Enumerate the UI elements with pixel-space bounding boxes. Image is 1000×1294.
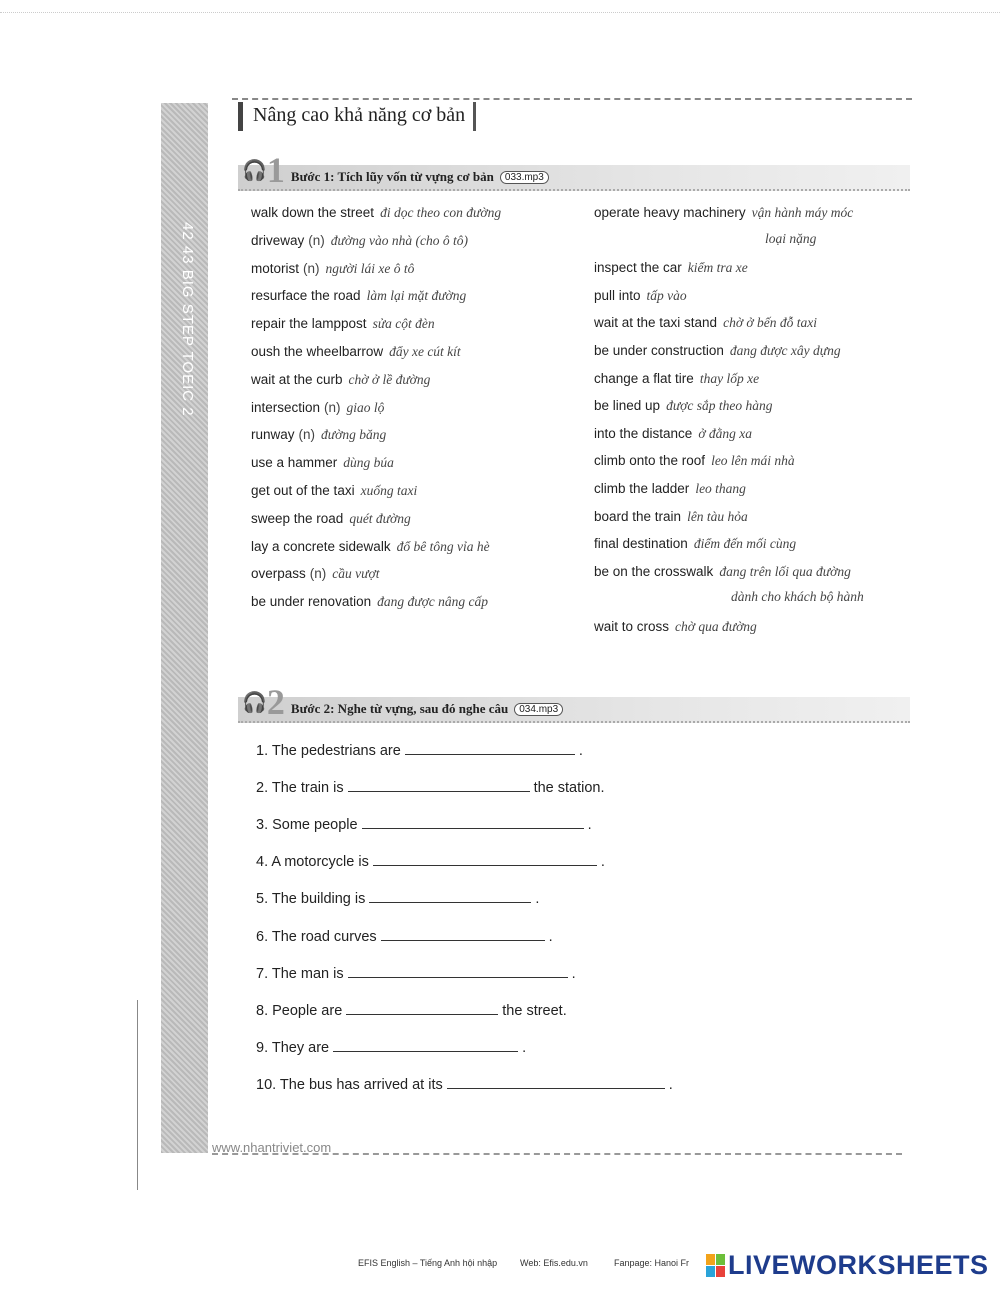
- vocab-translation: đường vào nhà (cho ô tô): [330, 232, 468, 248]
- vocab-term: board the train: [594, 508, 682, 524]
- vocab-term: change a flat tire: [594, 370, 694, 386]
- vocab-item: [594, 619, 757, 635]
- vocab-item: [594, 426, 752, 442]
- vocab-term: lay a concrete sidewalk: [251, 538, 391, 554]
- vocab-item: [594, 343, 841, 359]
- vocab-translation: kiểm tra xe: [687, 260, 748, 276]
- vocab-item: [251, 261, 414, 277]
- vocab-translation: được sắp theo hàng: [666, 398, 773, 414]
- vocab-translation-cont: dành cho khách bộ hành: [731, 589, 864, 605]
- vocab-term: wait to cross: [594, 619, 670, 634]
- vocab-term: be lined up: [594, 398, 661, 414]
- question-text: 3. Some people: [256, 817, 358, 834]
- vocab-translation: chờ ở bến đỗ taxi: [723, 315, 817, 331]
- vocab-translation: người lái xe ô tô: [325, 260, 415, 276]
- headphones-icon: 🎧: [242, 159, 267, 182]
- scan-edge-line: [137, 1000, 138, 1190]
- vocab-term: oush the wheelbarrow: [251, 344, 384, 359]
- step1-number: 1: [266, 150, 285, 190]
- vocab-pos: (n): [309, 566, 327, 582]
- question-item: [256, 1039, 526, 1056]
- answer-blank[interactable]: [405, 742, 575, 755]
- headphones-icon: 🎧: [242, 691, 267, 714]
- question-item: [256, 816, 592, 833]
- question-text: 2. The train is: [256, 780, 344, 797]
- question-text: 7. The man is: [256, 965, 344, 982]
- vocab-term: climb onto the roof: [594, 453, 706, 469]
- vocab-term: walk down the street: [251, 205, 375, 220]
- vocab-item: [594, 453, 795, 469]
- vocab-translation: đường băng: [321, 427, 387, 443]
- question-item: [256, 1076, 673, 1093]
- footer-web: Web: Efis.edu.vn: [520, 1258, 588, 1268]
- vocab-translation: đang được xây dựng: [729, 343, 841, 358]
- footer-org: EFIS English – Tiếng Anh hội nhập: [358, 1258, 498, 1268]
- vocab-item: [251, 344, 461, 360]
- question-text: 4. A motorcycle is: [256, 854, 369, 871]
- vocab-term: repair the lamppost: [251, 316, 367, 332]
- answer-blank[interactable]: [348, 779, 530, 792]
- question-suffix: .: [600, 854, 605, 871]
- question-item: [256, 742, 583, 759]
- step1-audio-badge[interactable]: 033.mp3: [500, 171, 549, 184]
- vocab-term: motorist: [251, 260, 300, 276]
- question-text: 10. The bus has arrived at its: [256, 1076, 443, 1093]
- answer-blank[interactable]: [362, 816, 584, 829]
- step2-label: Bước 2: Nghe từ vựng, sau đó nghe câu: [290, 701, 509, 716]
- vocab-term: climb the ladder: [594, 481, 690, 496]
- vocab-translation: đổ bê tông vỉa hè: [396, 538, 490, 554]
- vocab-translation: làm lại mặt đường: [366, 288, 467, 304]
- question-suffix: .: [548, 928, 553, 945]
- logo-blocks-icon: [706, 1254, 726, 1278]
- question-item: [256, 965, 576, 982]
- vocab-term: resurface the road: [251, 288, 361, 304]
- vocab-translation: vận hành máy móc: [751, 205, 854, 220]
- vocab-term: driveway: [251, 232, 305, 248]
- liveworksheets-logo: LIVEWORKSHEETS: [706, 1250, 989, 1281]
- vocab-item: [251, 566, 379, 582]
- scan-noise-line: [0, 12, 1000, 13]
- question-text: 9. They are: [256, 1039, 330, 1056]
- vocab-item: [251, 288, 466, 304]
- vocab-term: operate heavy machinery: [594, 205, 746, 220]
- vocab-translation: đi dọc theo con đường: [380, 205, 502, 220]
- vocab-item: [251, 316, 435, 332]
- step2-header: [242, 682, 563, 722]
- sidebar-label: 42 43 BIG STEP TOEIC 2: [179, 222, 196, 417]
- vocab-term: inspect the car: [594, 260, 682, 276]
- step2-number: 2: [266, 682, 285, 722]
- question-item: [256, 1002, 567, 1019]
- vocab-term: overpass: [251, 566, 306, 582]
- vocab-term: be on the crosswalk: [594, 563, 714, 579]
- bottom-divider: [212, 1153, 902, 1155]
- step1-label: Bước 1: Tích lũy vốn từ vựng cơ bản: [290, 169, 494, 184]
- vocab-translation: dùng búa: [343, 455, 394, 471]
- vocab-pos: (n): [303, 260, 320, 276]
- vocab-item: [594, 315, 817, 331]
- vocab-item: [251, 372, 430, 388]
- vocab-translation: đẩy xe cút kít: [389, 344, 461, 359]
- vocab-translation: chờ ở lề đường: [348, 371, 431, 387]
- vocab-item: [594, 564, 851, 580]
- vocab-translation: lên tàu hỏa: [687, 508, 748, 524]
- vocab-term: get out of the taxi: [251, 483, 355, 498]
- vocab-item: [251, 455, 394, 471]
- page-title: Nâng cao khả năng cơ bản: [238, 102, 476, 131]
- vocab-term: use a hammer: [251, 455, 338, 471]
- vocab-translation: sửa cột đèn: [372, 316, 435, 332]
- answer-blank[interactable]: [373, 853, 597, 866]
- question-suffix: .: [535, 891, 540, 908]
- vocab-item: [251, 483, 417, 499]
- question-item: [256, 853, 605, 870]
- answer-blank[interactable]: [346, 1002, 498, 1015]
- vocab-item: [251, 400, 384, 416]
- vocab-translation-cont: loại nặng: [765, 230, 817, 246]
- vocab-term: into the distance: [594, 425, 693, 441]
- answer-blank[interactable]: [333, 1039, 518, 1052]
- vocab-term: runway: [251, 427, 295, 443]
- vocab-item: [594, 288, 687, 304]
- answer-blank[interactable]: [381, 928, 545, 941]
- question-text: 6. The road curves: [256, 928, 377, 945]
- question-suffix: .: [571, 965, 576, 982]
- vocab-item: [251, 539, 490, 555]
- question-text: 8. People are: [256, 1002, 343, 1019]
- vocab-pos: (n): [308, 232, 325, 248]
- vocab-item: [251, 511, 411, 527]
- vocab-translation: cầu vượt: [332, 566, 380, 582]
- vocab-term: be under renovation: [251, 594, 372, 610]
- answer-blank[interactable]: [369, 890, 531, 903]
- vocab-translation: ở đằng xa: [698, 425, 753, 441]
- question-suffix: .: [578, 743, 583, 759]
- website-url: www.nhantriviet.com: [212, 1140, 332, 1155]
- vocab-item: [594, 536, 796, 552]
- vocab-item: [251, 233, 468, 249]
- question-text: 1. The pedestrians are: [256, 743, 401, 759]
- vocab-item: [251, 594, 488, 610]
- vocab-term: sweep the road: [251, 510, 344, 526]
- vocab-item: [594, 481, 746, 497]
- vocab-translation: giao lộ: [346, 399, 385, 415]
- vocab-term: be under construction: [594, 343, 724, 358]
- vocab-translation: quét đường: [349, 510, 411, 526]
- vocab-term: intersection: [251, 399, 321, 415]
- question-text: 5. The building is: [256, 891, 366, 908]
- question-item: [256, 928, 553, 945]
- vocab-translation: leo lên mái nhà: [711, 453, 795, 469]
- vocab-translation: chờ qua đường: [675, 619, 757, 634]
- vocab-item: [594, 398, 773, 414]
- question-item: [256, 890, 539, 907]
- step2-audio-badge[interactable]: 034.mp3: [514, 703, 563, 716]
- vocab-item: [251, 427, 386, 443]
- vocab-translation: đang được nâng cấp: [377, 594, 489, 610]
- vocab-translation: leo thang: [695, 481, 746, 496]
- vocab-term: wait at the taxi stand: [594, 315, 718, 331]
- vocab-item: [594, 371, 759, 387]
- vocab-translation: điểm đến mối cùng: [693, 536, 797, 552]
- answer-blank[interactable]: [447, 1076, 665, 1089]
- question-item: [256, 779, 605, 796]
- vocab-term: final destination: [594, 536, 688, 552]
- vocab-translation: tấp vào: [646, 287, 687, 303]
- vocab-translation: đang trên lối qua đường: [719, 563, 851, 579]
- question-suffix: the station.: [533, 780, 605, 797]
- vocab-translation: thay lốp xe: [699, 370, 760, 386]
- vocab-term: wait at the curb: [251, 371, 343, 387]
- step1-header: [242, 150, 549, 190]
- top-divider: [232, 98, 912, 100]
- vocab-translation: xuống taxi: [360, 483, 418, 498]
- vocab-item: [594, 260, 748, 276]
- vocab-item: [251, 205, 501, 221]
- vocab-term: pull into: [594, 287, 641, 303]
- question-suffix: the street.: [502, 1002, 567, 1019]
- question-suffix: .: [522, 1039, 527, 1056]
- vocab-item: [594, 205, 853, 221]
- question-suffix: .: [668, 1076, 673, 1093]
- vocab-pos: (n): [324, 399, 341, 415]
- vocab-pos: (n): [298, 427, 316, 443]
- footer-fanpage: Fanpage: Hanoi Fr: [614, 1258, 690, 1268]
- vocab-item: [594, 509, 748, 525]
- answer-blank[interactable]: [348, 965, 568, 978]
- question-suffix: .: [587, 817, 592, 834]
